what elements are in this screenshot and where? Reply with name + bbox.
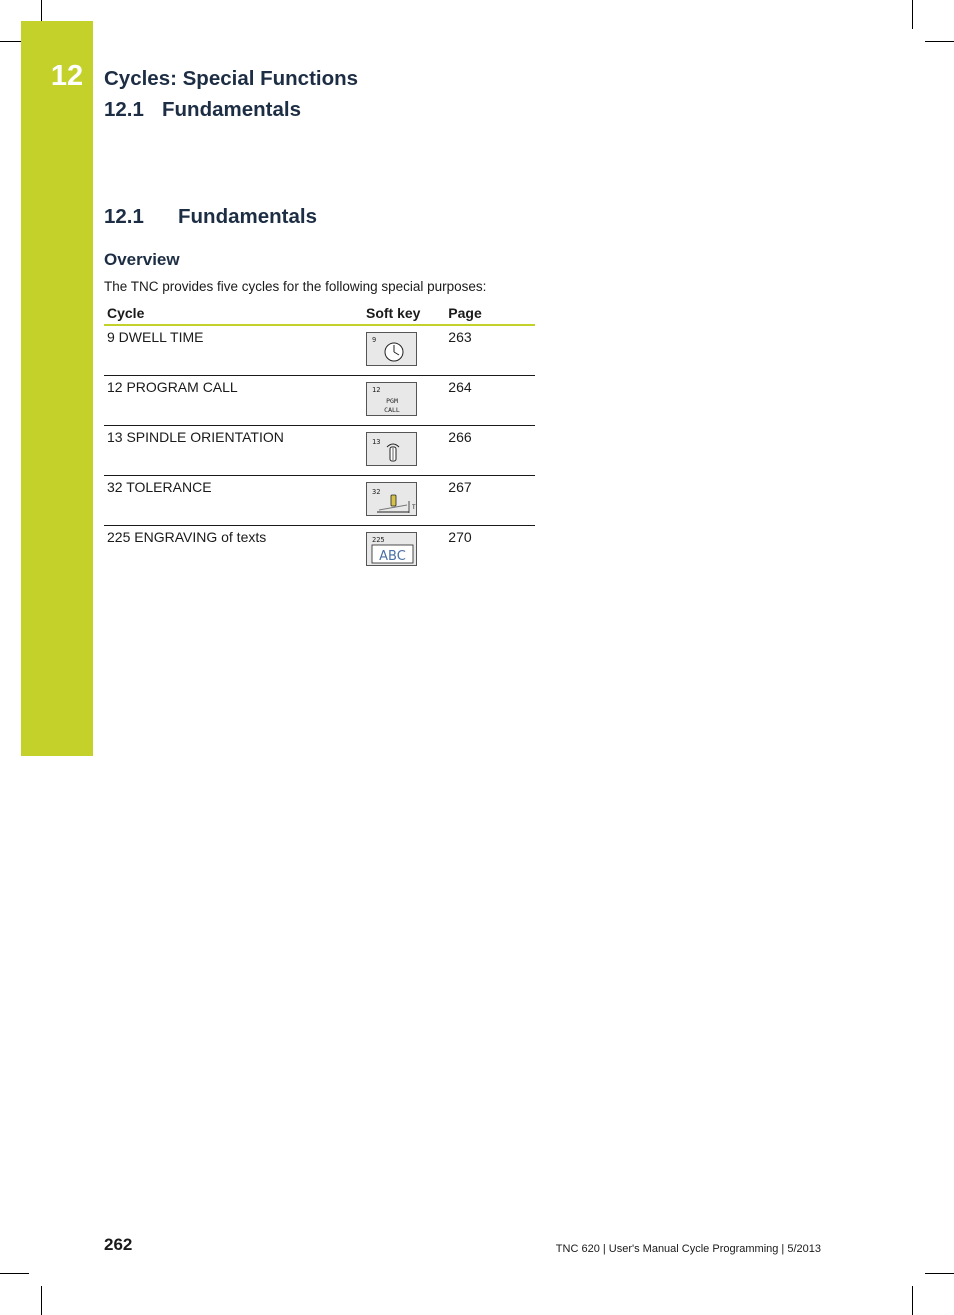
cycle-name: 32 TOLERANCE [104, 476, 363, 526]
spindle-orientation-softkey-icon [366, 432, 417, 466]
section-number: 12.1 [104, 205, 144, 228]
running-header-section-title: Fundamentals [162, 98, 301, 121]
softkey-line1: PGM [386, 397, 398, 405]
softkey-engraving-text: ABC [379, 549, 406, 564]
cycle-name: 13 SPINDLE ORIENTATION [104, 426, 363, 476]
cycle-name: 225 ENGRAVING of texts [107, 529, 267, 545]
page-reference[interactable]: 264 [445, 376, 535, 426]
softkey-axis-label: T [412, 504, 416, 511]
crop-mark [0, 41, 21, 42]
crop-mark [0, 1273, 29, 1274]
softkey-label: 225 [372, 536, 385, 544]
tolerance-softkey-icon [366, 482, 417, 516]
header-cycle: Cycle [104, 302, 363, 325]
running-header-section [104, 98, 301, 122]
running-header-chapter-title: Cycles: Special Functions [104, 67, 359, 90]
crop-mark [41, 1286, 42, 1315]
softkey-line2: CALL [384, 406, 400, 414]
softkey-label: 12 [372, 386, 381, 394]
chapter-number: 12 [50, 60, 84, 92]
footer-text: TNC 620 | User's Manual Cycle Programming | 5/2013 [555, 1243, 821, 1255]
table-row [104, 426, 535, 476]
table-row [104, 526, 535, 576]
header-page: Page [445, 302, 535, 325]
section-title: Fundamentals [178, 205, 317, 228]
softkey-label: 32 [372, 488, 381, 496]
running-header-section-number: 12.1 [104, 98, 144, 121]
crop-mark [925, 1273, 954, 1274]
table-header-row [104, 302, 535, 325]
crop-mark [41, 0, 42, 21]
page-reference[interactable]: 267 [445, 476, 535, 526]
table-row [104, 376, 535, 426]
crop-mark [925, 41, 954, 42]
crop-mark [912, 0, 913, 29]
page-reference[interactable]: 270 [448, 529, 472, 545]
header-softkey: Soft key [363, 302, 445, 325]
softkey-label: 13 [372, 438, 381, 446]
table-row [104, 325, 535, 376]
footer-page-number: 262 [104, 1235, 133, 1254]
table-row [104, 476, 535, 526]
section-heading [104, 205, 317, 229]
cycle-name: 12 PROGRAM CALL [104, 376, 363, 426]
subheading-overview: Overview [104, 250, 180, 269]
program-call-softkey-icon [366, 382, 417, 416]
softkey-label: 9 [372, 336, 377, 344]
cycles-table [104, 302, 535, 575]
dwell-time-softkey-icon [366, 332, 417, 366]
chapter-side-bar [21, 21, 93, 756]
engraving-softkey-icon [366, 532, 417, 566]
page-reference[interactable]: 263 [445, 325, 535, 376]
page-reference[interactable]: 266 [445, 426, 535, 476]
cycle-name: 9 DWELL TIME [104, 325, 363, 376]
crop-mark [912, 1286, 913, 1315]
intro-paragraph: The TNC provides five cycles for the following special purposes: [104, 279, 487, 294]
